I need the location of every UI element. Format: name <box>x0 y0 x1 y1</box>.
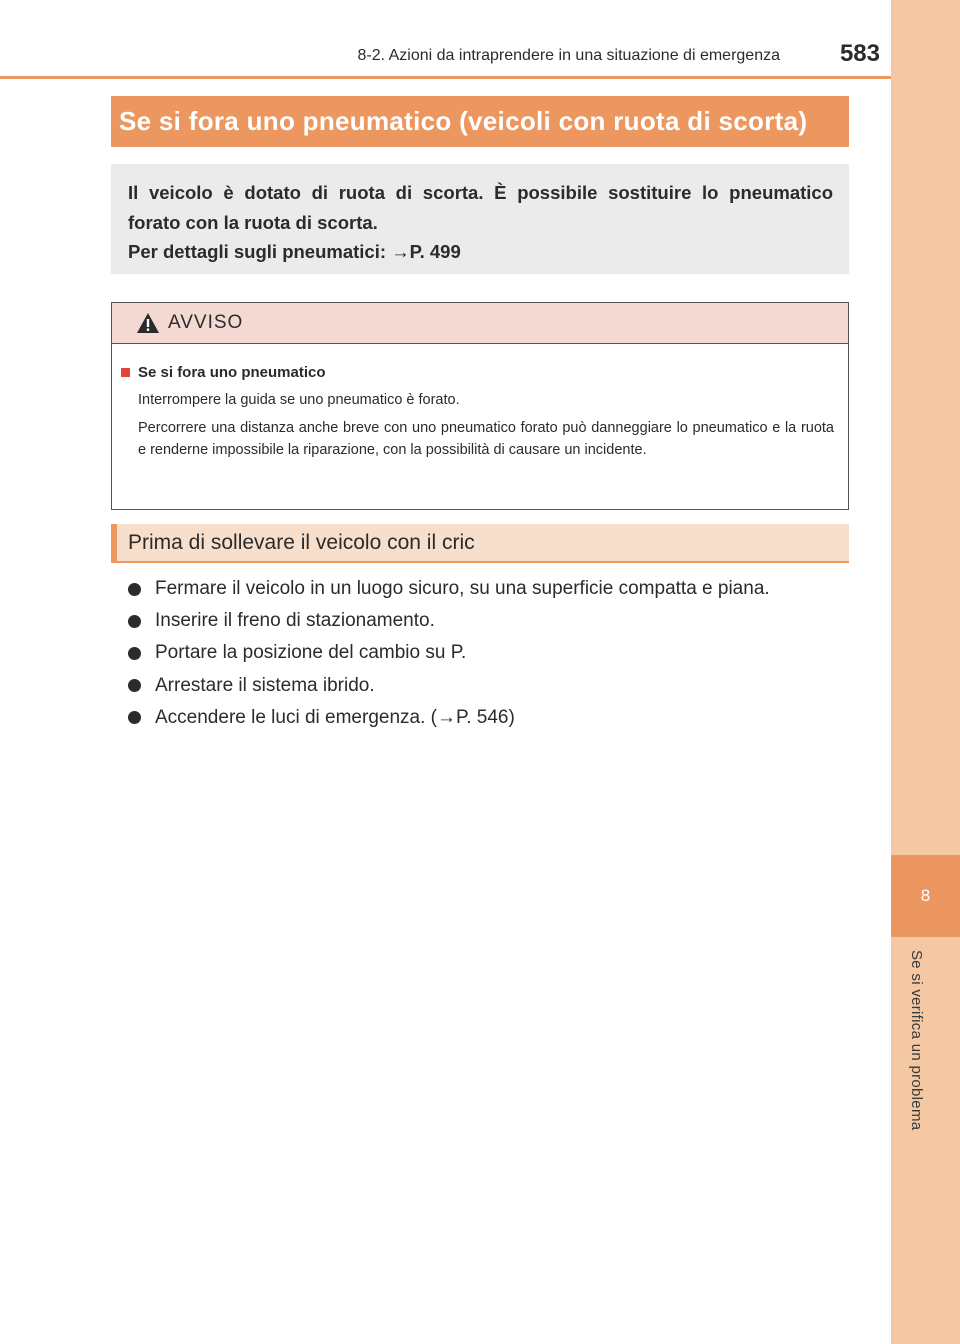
page-title: Se si fora uno pneumatico (veicoli con ruota di scorta) <box>111 96 849 147</box>
bullet-icon <box>128 711 141 724</box>
warning-paragraph-2: Percorrere una distanza anche breve con uno pneumatico forato può danneggiare lo pneumatico e la ruota e renderne impossibile la riparazione, con la possibilità di causare un incidente. <box>138 420 834 458</box>
warning-triangle-icon <box>136 312 160 334</box>
intro-line-1: Il veicolo è dotato di ruota di scorta. È possibile sostituire lo pneumatico <box>128 182 833 203</box>
side-tab <box>891 0 960 1344</box>
list-item <box>128 605 848 637</box>
section-heading: Prima di sollevare il veicolo con il cric <box>111 524 849 563</box>
bullet-icon <box>128 647 141 660</box>
warning-paragraph-1: Interrompere la guida se uno pneumatico è forato. <box>138 392 460 408</box>
header-rule <box>0 76 891 79</box>
bullet-icon <box>128 615 141 628</box>
bullet-icon <box>128 583 141 596</box>
warning-header <box>112 303 848 344</box>
step-text: Fermare il veicolo in un luogo sicuro, su una superficie compatta e piana. <box>155 578 770 600</box>
step-text: Inserire il freno di stazionamento. <box>155 610 435 632</box>
step-text: Portare la posizione del cambio su P. <box>155 642 467 664</box>
list-item <box>128 573 848 605</box>
step-text: Arrestare il sistema ibrido. <box>155 674 375 696</box>
list-item <box>128 637 848 669</box>
bullet-icon <box>128 679 141 692</box>
warning-subtitle: Se si fora uno pneumatico <box>138 364 326 381</box>
warning-title: AVVISO <box>168 312 244 333</box>
list-item <box>128 702 848 734</box>
intro-line-2: forato con la ruota di scorta. <box>128 211 378 233</box>
warning-box <box>111 302 849 510</box>
warning-subtitle-row <box>121 364 834 381</box>
chapter-number: 8 <box>920 886 931 905</box>
chapter-tab <box>891 855 960 937</box>
intro-line-3: Per dettagli sugli pneumatici: →P. 499 <box>128 241 461 262</box>
step-text: Accendere le luci di emergenza. (→P. 546) <box>155 706 515 728</box>
steps-list <box>128 573 848 734</box>
chapter-label: Se si verifica un problema <box>908 950 925 1131</box>
list-item <box>128 670 848 702</box>
intro-box <box>111 164 849 274</box>
header-section-title: 8-2. Azioni da intraprendere in una situazione di emergenza <box>357 47 780 64</box>
page-number: 583 <box>839 40 880 67</box>
red-square-icon <box>121 368 130 377</box>
warning-body <box>112 344 848 461</box>
